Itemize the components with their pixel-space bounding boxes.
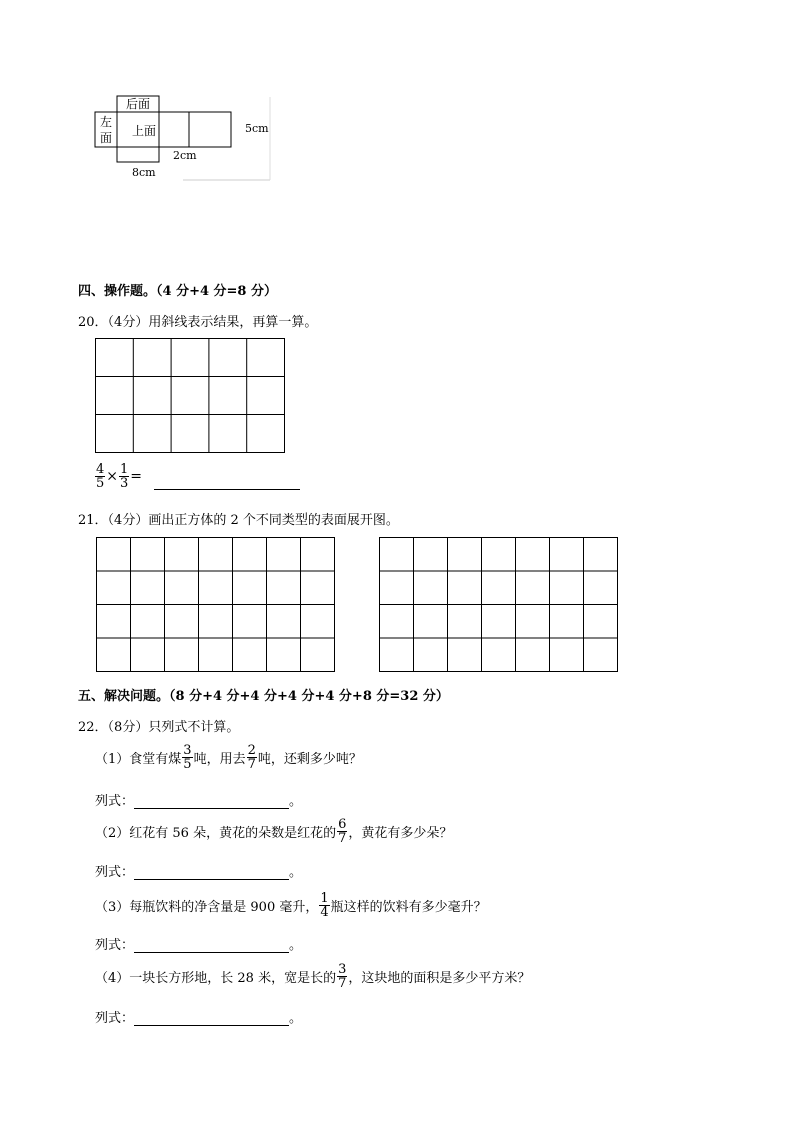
q22-answer-blank-4[interactable] xyxy=(134,1013,289,1026)
section4-title: 四、操作题。（4 分+4 分=8 分） xyxy=(78,284,277,299)
q20-expression xyxy=(94,463,300,490)
q22-item-1-text-a: （1）食堂有煤 xyxy=(95,752,182,767)
q20-fraction-2: $\frac{1}{3}$ xyxy=(120,462,129,491)
q22-item-3-fraction: $\frac{1}{4}$ xyxy=(320,891,329,920)
q21-text: 21．（4分）画出正方体的 2 个不同类型的表面展开图。 xyxy=(78,513,399,528)
answer-end: 。 xyxy=(289,938,303,953)
q22-item-1-text-b: 吨，用去 xyxy=(193,752,246,767)
net-extra-face xyxy=(189,112,231,147)
q22-item-1-fraction-1: $\frac{3}{5}$ xyxy=(183,743,192,772)
answer-end: 。 xyxy=(289,865,303,880)
net-label-left-1: 左 xyxy=(99,115,113,129)
q22-answer-row-4 xyxy=(95,1007,302,1026)
q22-item-2-text-a: （2）红花有 56 朵，黄花的朵数是红花的 xyxy=(95,826,337,841)
q22-item-1-fraction-2: $\frac{2}{7}$ xyxy=(247,743,256,772)
q22-answer-row-1 xyxy=(95,790,302,809)
section5-title: 五、解决问题。（8 分+4 分+4 分+4 分+4 分+8 分=32 分） xyxy=(78,689,449,704)
q22-item-4-fraction: $\frac{3}{7}$ xyxy=(338,962,347,991)
net-right-face xyxy=(159,112,189,147)
q21-grid-left[interactable] xyxy=(95,536,337,674)
cuboid-net-figure xyxy=(90,92,280,184)
q22-text: 22．（8分）只列式不计算。 xyxy=(78,720,240,735)
q20-grid[interactable] xyxy=(94,337,287,455)
q22-item-4-text-a: （4）一块长方形地，长 28 米，宽是长的 xyxy=(95,971,337,986)
net-label-back: 后面 xyxy=(125,97,151,111)
answer-label: 列式： xyxy=(95,938,135,953)
q21-grid-right[interactable] xyxy=(378,536,620,674)
q22-item-2 xyxy=(95,818,452,845)
q22-item-2-fraction: $\frac{6}{7}$ xyxy=(338,817,347,846)
q22-item-1 xyxy=(95,744,362,771)
q22-answer-blank-3[interactable] xyxy=(134,940,289,953)
q22-item-4-text-b: ，这块地的面积是多少平方米？ xyxy=(348,971,531,986)
net-label-length: 8cm xyxy=(132,166,156,179)
net-label-height: 5cm xyxy=(245,122,269,135)
q20-fraction-1: $\frac{4}{5}$ xyxy=(96,462,105,491)
q22-answer-blank-2[interactable] xyxy=(134,867,289,880)
answer-label: 列式： xyxy=(95,1011,135,1026)
net-label-width: 2cm xyxy=(173,149,197,162)
q20-answer-blank[interactable] xyxy=(154,477,300,490)
q22-item-3 xyxy=(95,892,487,919)
q20-text: 20．（4分）用斜线表示结果，再算一算。 xyxy=(78,315,318,330)
q22-item-4 xyxy=(95,963,530,990)
q22-answer-blank-1[interactable] xyxy=(134,796,289,809)
answer-label: 列式： xyxy=(95,794,135,809)
q20-equals-sign: = xyxy=(130,468,143,485)
q22-item-1-text-c: 吨，还剩多少吨？ xyxy=(257,752,362,767)
q22-answer-row-2 xyxy=(95,861,302,880)
answer-end: 。 xyxy=(289,794,303,809)
q22-item-3-text-b: 瓶这样的饮料有多少毫升？ xyxy=(330,900,487,915)
q22-item-2-text-b: ，黄花有多少朵？ xyxy=(348,826,453,841)
net-label-left-2: 面 xyxy=(99,131,113,145)
answer-label: 列式： xyxy=(95,865,135,880)
q22-answer-row-3 xyxy=(95,934,302,953)
q22-item-3-text-a: （3）每瓶饮料的净含量是 900 毫升， xyxy=(95,900,319,915)
net-label-top: 上面 xyxy=(131,124,157,138)
q20-times-sign: × xyxy=(106,468,119,485)
net-front-face xyxy=(117,147,159,162)
answer-end: 。 xyxy=(289,1011,303,1026)
